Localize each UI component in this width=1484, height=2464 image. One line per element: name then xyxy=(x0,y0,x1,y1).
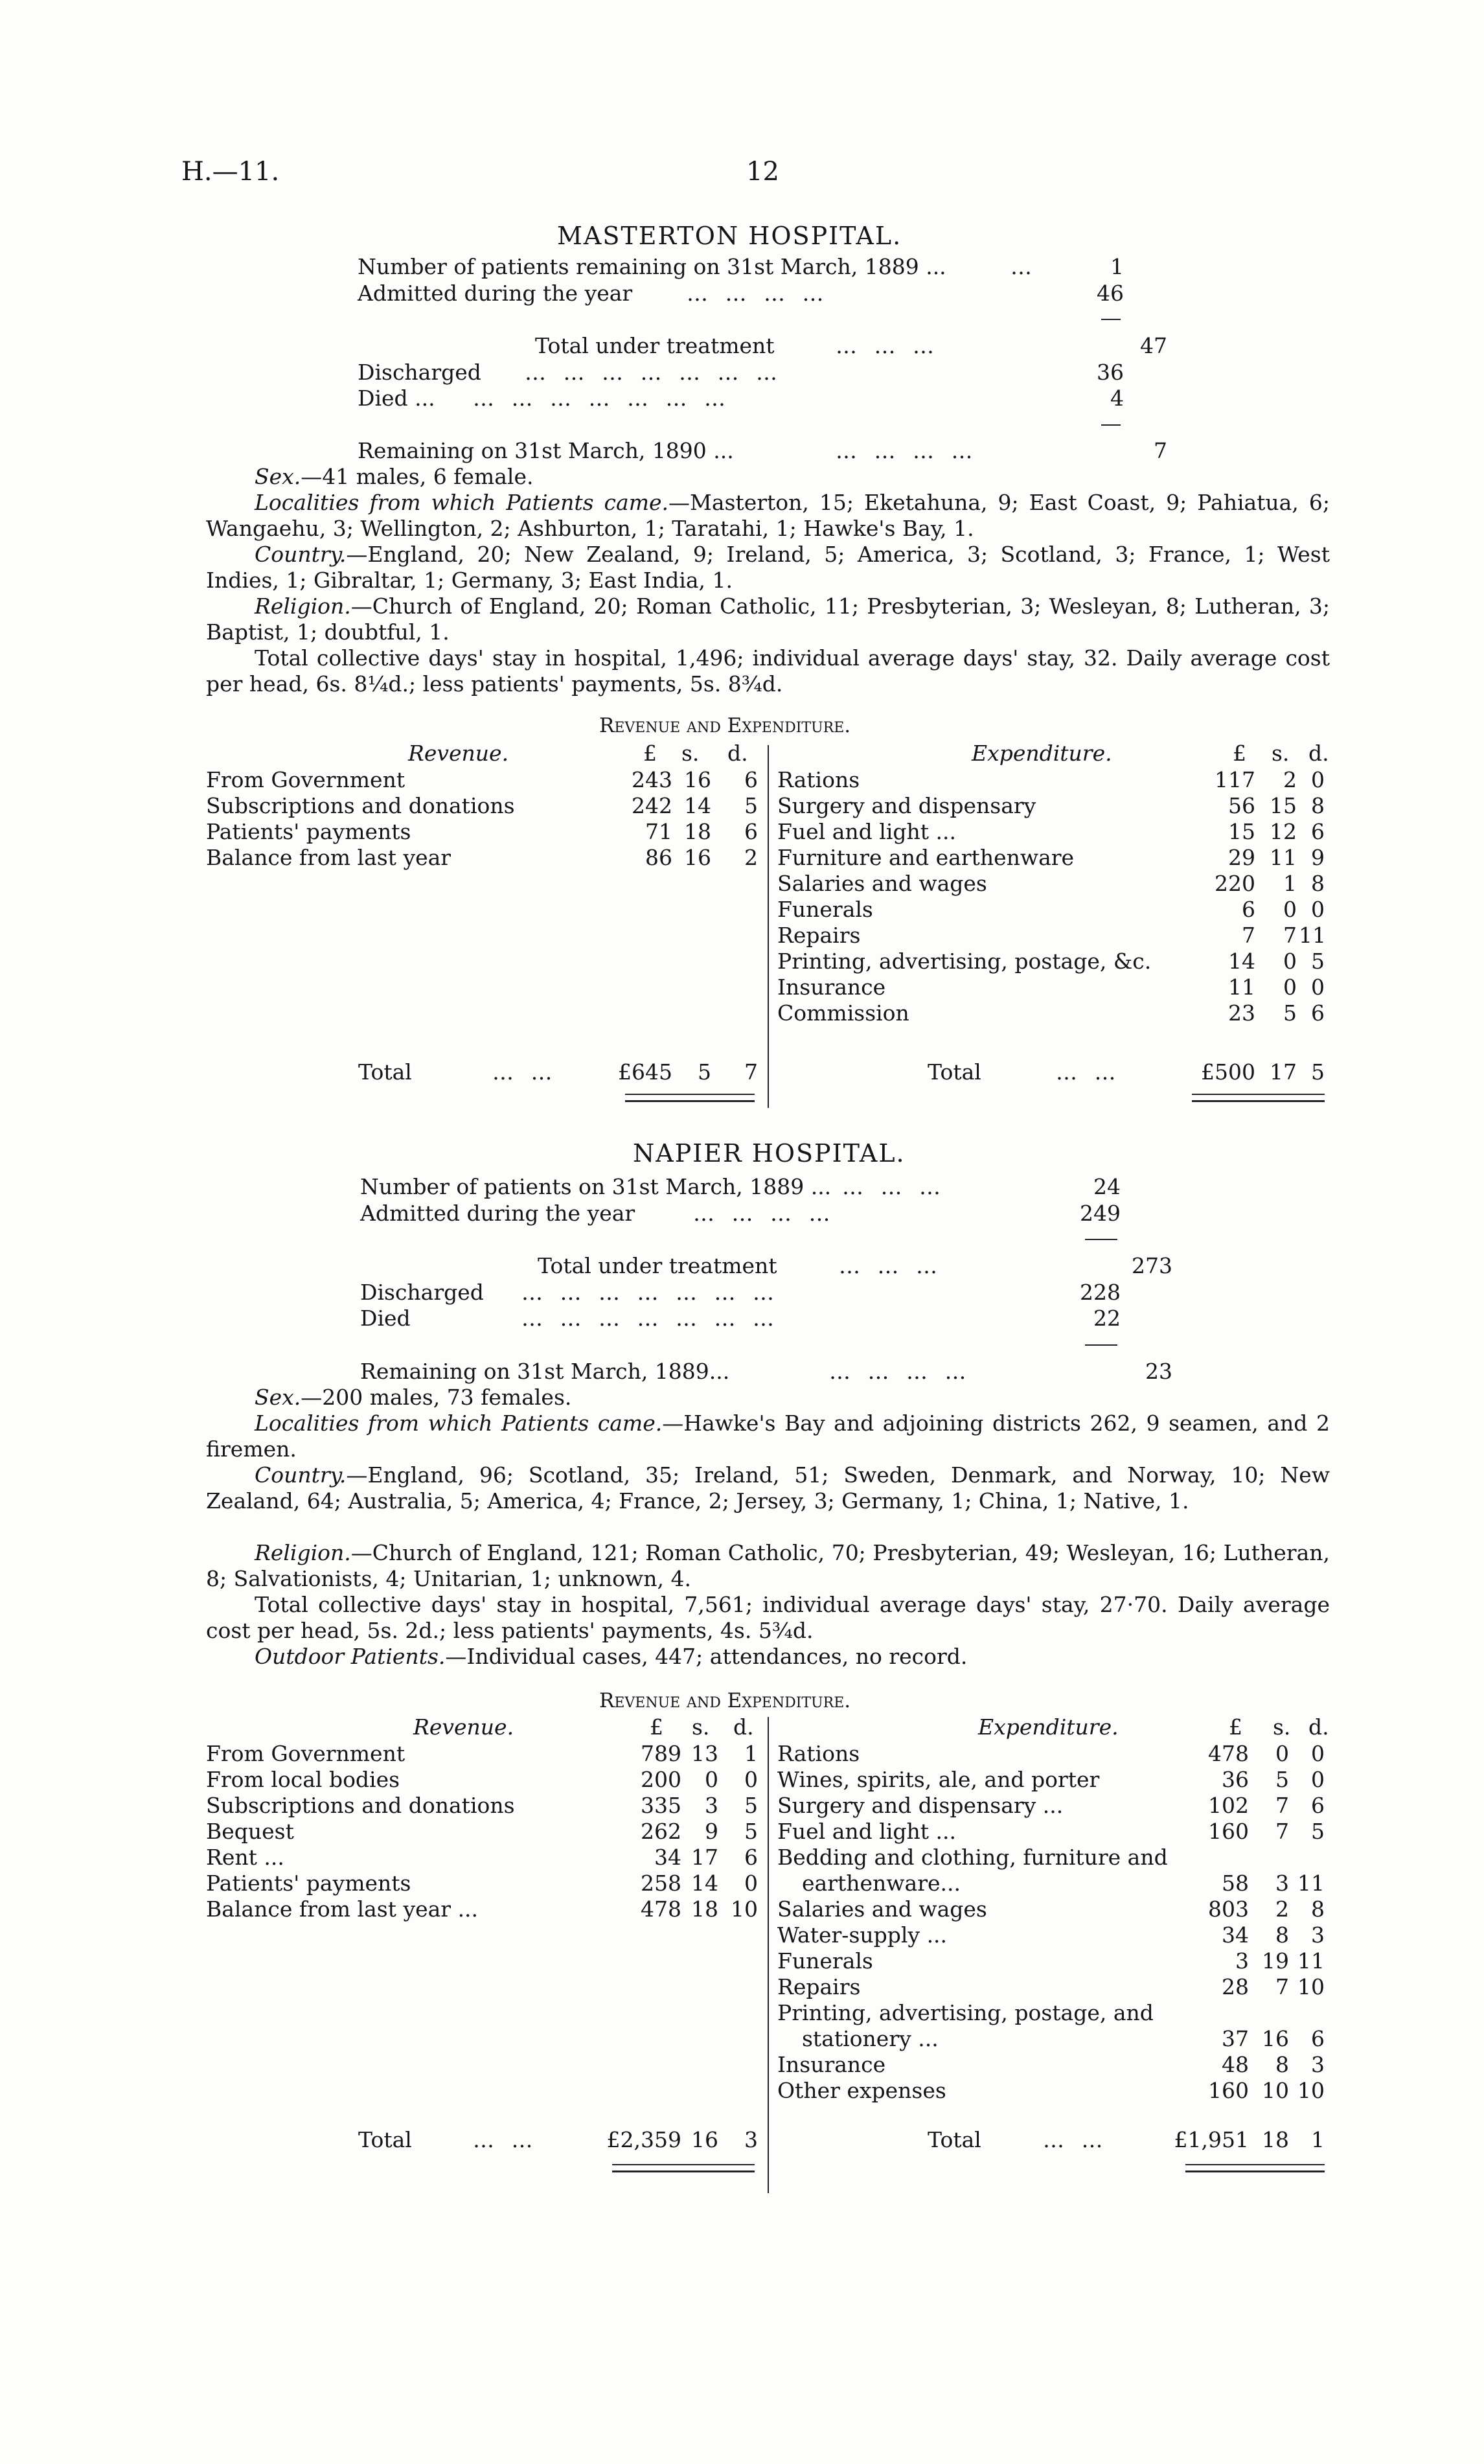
country-label: Country. xyxy=(255,542,347,567)
row-shillings: 0 xyxy=(1283,974,1297,1000)
row-pence: 6 xyxy=(744,767,758,792)
sum-rule xyxy=(1085,1344,1117,1346)
row-pounds: 71 xyxy=(645,819,672,844)
column-divider xyxy=(768,745,769,1108)
col-pounds: £ xyxy=(1233,741,1246,766)
row-shillings: 2 xyxy=(1275,1896,1289,1922)
masterton-revenue-total-pence: 7 xyxy=(744,1059,758,1085)
row-label: Balance from last year xyxy=(206,845,451,870)
row-pounds: 11 xyxy=(1228,974,1255,1000)
col-pence: d. xyxy=(1308,741,1329,766)
row-pence: 10 xyxy=(731,1896,758,1922)
masterton-sex xyxy=(206,464,1330,490)
stat-admitted-label: Admitted during the year xyxy=(360,1201,635,1226)
row-shillings: 10 xyxy=(1262,2078,1289,2103)
leader-dots: … … xyxy=(1056,1059,1121,1085)
row-shillings: 14 xyxy=(691,1871,718,1896)
row-shillings: 7 xyxy=(1275,1819,1289,1844)
row-pounds: 23 xyxy=(1228,1000,1255,1026)
row-shillings: 0 xyxy=(1283,949,1297,974)
row-shillings: 2 xyxy=(1283,767,1297,792)
row-pence: 9 xyxy=(1311,845,1325,870)
leader-dots: … … … … … … … xyxy=(525,360,782,385)
row-pence: 6 xyxy=(1311,2026,1325,2051)
row-pence: 5 xyxy=(1311,949,1325,974)
row-pence: 0 xyxy=(1311,767,1325,792)
outdoor-label: Outdoor Patients. xyxy=(255,1644,446,1669)
row-shillings: 11 xyxy=(1270,845,1297,870)
row-label: Commission xyxy=(777,1000,909,1026)
row-label: Fuel and light ... xyxy=(777,1819,956,1844)
row-pounds: 3 xyxy=(1235,1948,1249,1974)
stat-end-value: 23 xyxy=(1145,1359,1172,1384)
masterton-religion xyxy=(206,593,1330,645)
row-shillings: 9 xyxy=(705,1819,718,1844)
row-pounds: 29 xyxy=(1228,845,1255,870)
leader-dots: … … xyxy=(473,2127,538,2152)
row-pence: 8 xyxy=(1311,1896,1325,1922)
total-double-rule xyxy=(612,2164,755,2172)
masterton-days-stay xyxy=(206,645,1330,697)
row-shillings: 19 xyxy=(1262,1948,1289,1974)
col-shillings: s. xyxy=(1273,1714,1291,1740)
stat-discharged-label: Discharged xyxy=(358,360,481,385)
row-pence: 5 xyxy=(744,1793,758,1818)
row-label: Printing, advertising, postage, and xyxy=(777,2000,1154,2025)
napier-re-title: Revenue and Expenditure. xyxy=(599,1689,851,1712)
page-number: 12 xyxy=(746,157,779,187)
row-pounds: 160 xyxy=(1208,1819,1249,1844)
row-pounds: 335 xyxy=(641,1793,681,1818)
row-pounds: 34 xyxy=(1222,1922,1249,1948)
napier-expenditure-total-label: Total xyxy=(928,2127,981,2152)
row-pence: 5 xyxy=(1311,1819,1325,1844)
localities-text: —Hawke's Bay and adjoining districts 262, 9 seamen, and 2 firemen. xyxy=(206,1410,1330,1462)
row-label: earthenware... xyxy=(802,1871,961,1896)
row-pence: 6 xyxy=(1311,1000,1325,1026)
row-pounds: 58 xyxy=(1222,1871,1249,1896)
masterton-revenue-total-pounds: £645 xyxy=(618,1059,672,1085)
row-pence: 8 xyxy=(1311,871,1325,896)
masterton-title: MASTERTON HOSPITAL. xyxy=(557,222,902,250)
row-label: Water-supply ... xyxy=(777,1922,948,1948)
row-pounds: 478 xyxy=(1208,1741,1249,1766)
napier-religion xyxy=(206,1540,1330,1592)
sum-rule xyxy=(1085,1239,1117,1240)
row-label: Furniture and earthenware xyxy=(777,845,1075,870)
col-shillings: s. xyxy=(681,741,700,766)
row-pounds: 789 xyxy=(641,1741,681,1766)
col-pence: d. xyxy=(1308,1714,1329,1740)
row-label: Fuel and light ... xyxy=(777,819,956,844)
napier-outdoor xyxy=(206,1644,1330,1670)
napier-revenue-total-pounds: £2,359 xyxy=(606,2127,681,2152)
row-pounds: 34 xyxy=(654,1845,681,1870)
stat-discharged-value: 228 xyxy=(1080,1280,1121,1305)
stat-end-label: Remaining on 31st March, 1889... xyxy=(360,1359,730,1384)
row-pence: 3 xyxy=(1311,2052,1325,2077)
row-label: Insurance xyxy=(777,2052,886,2077)
stat-total-label: Total under treatment xyxy=(538,1253,777,1278)
napier-sex xyxy=(206,1385,1330,1410)
row-pounds: 6 xyxy=(1242,897,1255,922)
total-double-rule xyxy=(625,1094,755,1102)
row-label: Salaries and wages xyxy=(777,1896,987,1922)
col-shillings: s. xyxy=(692,1714,710,1740)
masterton-expenditure-total-pence: 5 xyxy=(1311,1059,1325,1085)
row-pence: 11 xyxy=(1297,1871,1325,1896)
localities-label: Localities from which Patients came. xyxy=(255,1410,663,1436)
row-label: Insurance xyxy=(777,974,886,1000)
stat-died-label: Died ... xyxy=(358,386,435,411)
row-shillings: 3 xyxy=(1275,1871,1289,1896)
col-pence: d. xyxy=(733,1714,754,1740)
row-pounds: 86 xyxy=(645,845,672,870)
row-pence: 0 xyxy=(1311,1741,1325,1766)
row-shillings: 16 xyxy=(684,767,711,792)
napier-days-stay xyxy=(206,1592,1330,1644)
row-pence: 0 xyxy=(744,1767,758,1792)
row-pence: 11 xyxy=(1297,1948,1325,1974)
row-label: Surgery and dispensary xyxy=(777,793,1036,818)
leader-dots: … … … xyxy=(836,333,939,358)
sex-label: Sex. xyxy=(255,1385,301,1410)
row-pence: 0 xyxy=(1311,1767,1325,1792)
days-text: Total collective days' stay in hospital, 7,561; individual average days' stay, 27·70. Daily average cost per head, 5s. 2d.; less patients' payments, 4s. 5¾d. xyxy=(206,1592,1330,1643)
napier-country xyxy=(206,1462,1330,1514)
row-pounds: 200 xyxy=(641,1767,681,1792)
stat-discharged-label: Discharged xyxy=(360,1280,484,1305)
napier-revenue-total-pence: 3 xyxy=(744,2127,758,2152)
masterton-country xyxy=(206,542,1330,593)
masterton-expenditure-total-pounds: £500 xyxy=(1201,1059,1255,1085)
row-shillings: 5 xyxy=(1275,1767,1289,1792)
napier-expenditure-total-shillings: 18 xyxy=(1262,2127,1289,2152)
row-shillings: 13 xyxy=(691,1741,718,1766)
leader-dots: … xyxy=(1010,254,1037,279)
stat-admitted-label: Admitted during the year xyxy=(358,281,633,306)
napier-revenue-total-shillings: 16 xyxy=(691,2127,718,2152)
row-shillings: 0 xyxy=(1275,1741,1289,1766)
row-label: Subscriptions and donations xyxy=(206,1793,515,1818)
document-reference: H.—11. xyxy=(181,157,280,187)
stat-admitted-value: 46 xyxy=(1097,281,1124,306)
row-pounds: 102 xyxy=(1208,1793,1249,1818)
row-label: From Government xyxy=(206,767,405,792)
row-pence: 6 xyxy=(744,1845,758,1870)
row-shillings: 16 xyxy=(684,845,711,870)
total-double-rule xyxy=(1192,1094,1325,1102)
row-label: stationery ... xyxy=(802,2026,939,2051)
col-pounds: £ xyxy=(1229,1714,1242,1740)
row-label: Surgery and dispensary ... xyxy=(777,1793,1064,1818)
napier-revenue-header: Revenue. xyxy=(413,1714,514,1740)
stat-admitted-value: 249 xyxy=(1080,1201,1121,1226)
leader-dots: … … … … xyxy=(687,281,829,306)
row-label: Repairs xyxy=(777,1974,861,1999)
col-pence: d. xyxy=(727,741,748,766)
masterton-revenue-header: Revenue. xyxy=(408,741,509,766)
row-shillings: 17 xyxy=(691,1845,718,1870)
stat-end-label: Remaining on 31st March, 1890 ... xyxy=(358,438,734,463)
napier-revenue-total-label: Total xyxy=(358,2127,412,2152)
row-pence: 3 xyxy=(1311,1922,1325,1948)
row-pounds: 36 xyxy=(1222,1767,1249,1792)
row-label: Salaries and wages xyxy=(777,871,987,896)
stat-remaining-value: 1 xyxy=(1110,254,1124,279)
masterton-localities xyxy=(206,490,1330,542)
row-pounds: 15 xyxy=(1228,819,1255,844)
row-pounds: 243 xyxy=(632,767,672,792)
row-label: Bequest xyxy=(206,1819,294,1844)
napier-expenditure-header: Expenditure. xyxy=(978,1714,1119,1740)
row-shillings: 7 xyxy=(1275,1974,1289,1999)
row-label: Patients' payments xyxy=(206,1871,411,1896)
stat-discharged-value: 36 xyxy=(1097,360,1124,385)
row-pounds: 258 xyxy=(641,1871,681,1896)
napier-expenditure-total-pounds: £1,951 xyxy=(1174,2127,1249,2152)
row-pounds: 56 xyxy=(1228,793,1255,818)
row-pence: 0 xyxy=(1311,897,1325,922)
leader-dots: … … … … xyxy=(829,1359,972,1384)
sex-text: —41 males, 6 female. xyxy=(301,464,534,489)
row-pounds: 220 xyxy=(1215,871,1255,896)
leader-dots: … … … … … … … xyxy=(473,386,731,411)
leader-dots: … … xyxy=(492,1059,558,1085)
row-pounds: 37 xyxy=(1222,2026,1249,2051)
religion-text: —Church of England, 121; Roman Catholic, 70; Presbyterian, 49; Wesleyan, 16; Lutheran, 8; Salvationists, 4; Unitarian, 1; unknown, 4. xyxy=(206,1540,1330,1591)
masterton-revenue-total-label: Total xyxy=(358,1059,412,1085)
row-shillings: 5 xyxy=(1283,1000,1297,1026)
outdoor-text: —Individual cases, 447; attendances, no record. xyxy=(445,1644,968,1669)
religion-label: Religion. xyxy=(255,593,351,619)
row-pounds: 28 xyxy=(1222,1974,1249,1999)
row-shillings: 1 xyxy=(1283,871,1297,896)
row-pence: 6 xyxy=(1311,819,1325,844)
row-pence: 11 xyxy=(1299,923,1326,948)
col-shillings: s. xyxy=(1272,741,1290,766)
row-label: Other expenses xyxy=(777,2078,946,2103)
row-label: Wines, spirits, ale, and porter xyxy=(777,1767,1100,1792)
row-pence: 0 xyxy=(1311,974,1325,1000)
stat-end-value: 7 xyxy=(1154,438,1167,463)
stat-remaining-value: 24 xyxy=(1093,1174,1121,1199)
row-label: From local bodies xyxy=(206,1767,400,1792)
row-shillings: 8 xyxy=(1275,1922,1289,1948)
row-shillings: 3 xyxy=(705,1793,718,1818)
sum-rule xyxy=(1101,424,1121,426)
col-pounds: £ xyxy=(643,741,657,766)
localities-label: Localities from which Patients came. xyxy=(255,490,669,515)
row-label: Patients' payments xyxy=(206,819,411,844)
masterton-expenditure-total-shillings: 17 xyxy=(1270,1059,1297,1085)
row-pence: 10 xyxy=(1297,1974,1325,1999)
row-label: Rent ... xyxy=(206,1845,284,1870)
row-shillings: 7 xyxy=(1275,1793,1289,1818)
stat-total-label: Total under treatment xyxy=(535,333,775,358)
country-text: —England, 96; Scotland, 35; Ireland, 51; Sweden, Denmark, and Norway, 10; New Zealand, 64; Australia, 5; America, 4; France, 2; Jersey, 3; Germany, 1; China, 1; Native, 1. xyxy=(206,1462,1330,1514)
row-label: Balance from last year ... xyxy=(206,1896,479,1922)
sum-rule xyxy=(1101,319,1121,320)
row-shillings: 12 xyxy=(1270,819,1297,844)
leader-dots: … … … … xyxy=(836,438,978,463)
stat-remaining-label: Number of patients on 31st March, 1889 ... xyxy=(360,1174,832,1199)
row-label: Rations xyxy=(777,1741,860,1766)
row-label: Rations xyxy=(777,767,860,792)
stat-died-value: 22 xyxy=(1093,1306,1121,1331)
row-pounds: 160 xyxy=(1208,2078,1249,2103)
row-pence: 5 xyxy=(744,793,758,818)
row-shillings: 16 xyxy=(1262,2026,1289,2051)
row-pence: 8 xyxy=(1311,793,1325,818)
sex-label: Sex. xyxy=(255,464,301,489)
row-pounds: 803 xyxy=(1208,1896,1249,1922)
row-shillings: 14 xyxy=(684,793,711,818)
row-pounds: 48 xyxy=(1222,2052,1249,2077)
religion-label: Religion. xyxy=(255,1540,351,1565)
napier-localities xyxy=(206,1410,1330,1462)
leader-dots: … … … … … … … xyxy=(521,1280,779,1305)
row-shillings: 8 xyxy=(1275,2052,1289,2077)
masterton-expenditure-header: Expenditure. xyxy=(972,741,1112,766)
row-pounds: 262 xyxy=(641,1819,681,1844)
row-shillings: 18 xyxy=(684,819,711,844)
country-text: —England, 20; New Zealand, 9; Ireland, 5; America, 3; Scotland, 3; France, 1; West Indies, 1; Gibraltar, 1; Germany, 3; East India, 1. xyxy=(206,542,1330,593)
row-pounds: 14 xyxy=(1228,949,1255,974)
row-pence: 1 xyxy=(744,1741,758,1766)
sex-text: —200 males, 73 females. xyxy=(301,1385,572,1410)
row-shillings: 7 xyxy=(1283,923,1297,948)
row-label: Funerals xyxy=(777,897,873,922)
leader-dots: … … … … … … … xyxy=(521,1306,779,1331)
row-label: From Government xyxy=(206,1741,405,1766)
masterton-expenditure-total-label: Total xyxy=(928,1059,981,1085)
row-shillings: 0 xyxy=(1283,897,1297,922)
row-pence: 6 xyxy=(744,819,758,844)
days-text: Total collective days' stay in hospital, 1,496; individual average days' stay, 32. Daily average cost per head, 6s. 8¼d.; less patients' payments, 5s. 8¾d. xyxy=(206,645,1330,697)
row-pence: 5 xyxy=(744,1819,758,1844)
leader-dots: … … … … xyxy=(693,1201,836,1226)
leader-dots: … … … xyxy=(839,1253,942,1278)
row-shillings: 0 xyxy=(705,1767,718,1792)
row-pounds: 242 xyxy=(632,793,672,818)
country-label: Country. xyxy=(255,1462,347,1488)
row-label: Bedding and clothing, furniture and xyxy=(777,1845,1168,1870)
religion-text: —Church of England, 20; Roman Catholic, 11; Presbyterian, 3; Wesleyan, 8; Lutheran, 3; Baptist, 1; doubtful, 1. xyxy=(206,593,1330,645)
row-pounds: 117 xyxy=(1215,767,1255,792)
row-shillings: 15 xyxy=(1270,793,1297,818)
row-pounds: 478 xyxy=(641,1896,681,1922)
stat-total-value: 273 xyxy=(1132,1253,1172,1278)
row-label: Printing, advertising, postage, &c. xyxy=(777,949,1152,974)
row-pence: 6 xyxy=(1311,1793,1325,1818)
stat-died-label: Died xyxy=(360,1306,411,1331)
row-pence: 0 xyxy=(744,1871,758,1896)
col-pounds: £ xyxy=(650,1714,663,1740)
total-double-rule xyxy=(1185,2164,1325,2172)
row-shillings: 18 xyxy=(691,1896,718,1922)
localities-text: —Masterton, 15; Eketahuna, 9; East Coast, 9; Pahiatua, 6; Wangaehu, 3; Wellington, 2; Ashburton, 1; Taratahi, 1; Hawke's Bay, 1. xyxy=(206,490,1330,541)
row-pence: 10 xyxy=(1297,2078,1325,2103)
stat-total-value: 47 xyxy=(1140,333,1167,358)
stat-died-value: 4 xyxy=(1110,386,1124,411)
column-divider xyxy=(768,1717,769,2193)
row-pounds: 7 xyxy=(1242,923,1255,948)
row-label: Funerals xyxy=(777,1948,873,1974)
napier-expenditure-total-pence: 1 xyxy=(1311,2127,1325,2152)
masterton-re-title: Revenue and Expenditure. xyxy=(599,714,851,737)
leader-dots: … … … xyxy=(842,1174,946,1199)
row-label: Subscriptions and donations xyxy=(206,793,515,818)
masterton-revenue-total-shillings: 5 xyxy=(698,1059,711,1085)
leader-dots: … … xyxy=(1043,2127,1108,2152)
row-label: Repairs xyxy=(777,923,861,948)
stat-remaining-label: Number of patients remaining on 31st March, 1889 ... xyxy=(358,254,946,279)
napier-title: NAPIER HOSPITAL. xyxy=(633,1139,906,1168)
row-pence: 2 xyxy=(744,845,758,870)
